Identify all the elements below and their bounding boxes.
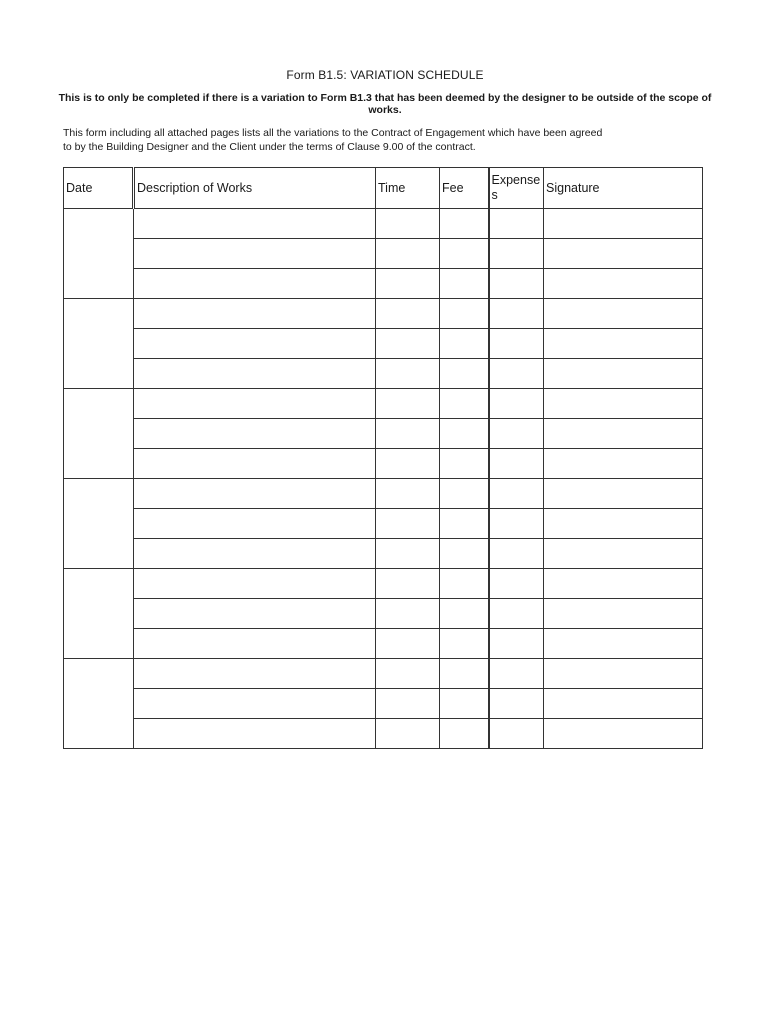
form-subtitle: This is to only be completed if there is a variation to Form B1.3 that has been deemed by the designer to be outside of the scope of works. <box>58 92 712 116</box>
signature-cell[interactable] <box>544 509 703 539</box>
signature-cell[interactable] <box>544 269 703 299</box>
signature-cell[interactable] <box>544 719 703 749</box>
expenses-cell[interactable] <box>489 599 544 629</box>
expenses-header <box>489 168 544 209</box>
time-cell[interactable] <box>376 689 440 719</box>
fee-cell[interactable] <box>440 599 489 629</box>
description-cell[interactable] <box>134 659 376 689</box>
description-cell[interactable] <box>134 719 376 749</box>
description-cell[interactable] <box>134 509 376 539</box>
intro-line-2: to by the Building Designer and the Client under the terms of Clause 9.00 of the contract. <box>63 141 476 153</box>
time-cell[interactable] <box>376 599 440 629</box>
expenses-cell[interactable] <box>489 329 544 359</box>
table-row <box>64 449 703 479</box>
description-cell[interactable] <box>134 269 376 299</box>
fee-cell[interactable] <box>440 299 489 329</box>
fee-cell[interactable] <box>440 269 489 299</box>
date-cell[interactable] <box>64 479 134 569</box>
expenses-cell[interactable] <box>489 449 544 479</box>
description-cell[interactable] <box>134 599 376 629</box>
intro-line-1: This form including all attached pages lists all the variations to the Contract of Engagement which have been agreed <box>63 127 603 139</box>
expenses-cell[interactable] <box>489 359 544 389</box>
table-row <box>64 719 703 749</box>
date-cell[interactable] <box>64 389 134 479</box>
description-cell[interactable] <box>134 479 376 509</box>
date-header: Date <box>64 168 134 209</box>
expenses-header-line-1: Expense <box>491 173 541 187</box>
signature-cell[interactable] <box>544 449 703 479</box>
description-cell[interactable] <box>134 239 376 269</box>
signature-cell[interactable] <box>544 659 703 689</box>
fee-cell[interactable] <box>440 239 489 269</box>
table-row <box>64 479 703 509</box>
expenses-cell[interactable] <box>489 209 544 239</box>
time-cell[interactable] <box>376 629 440 659</box>
time-cell[interactable] <box>376 659 440 689</box>
signature-cell[interactable] <box>544 329 703 359</box>
description-cell[interactable] <box>134 689 376 719</box>
description-cell[interactable] <box>134 629 376 659</box>
table-row <box>64 629 703 659</box>
signature-cell[interactable] <box>544 419 703 449</box>
expenses-cell[interactable] <box>489 419 544 449</box>
date-cell[interactable] <box>64 569 134 659</box>
table-row <box>64 539 703 569</box>
description-cell[interactable] <box>134 359 376 389</box>
description-cell[interactable] <box>134 419 376 449</box>
fee-cell[interactable] <box>440 479 489 509</box>
date-cell[interactable] <box>64 659 134 749</box>
table-header-row <box>64 168 703 209</box>
signature-cell[interactable] <box>544 599 703 629</box>
time-cell[interactable] <box>376 269 440 299</box>
table-row <box>64 689 703 719</box>
signature-cell[interactable] <box>544 299 703 329</box>
fee-cell[interactable] <box>440 329 489 359</box>
date-cell[interactable] <box>64 299 134 389</box>
time-cell[interactable] <box>376 539 440 569</box>
fee-header: Fee <box>440 168 489 209</box>
fee-cell[interactable] <box>440 359 489 389</box>
table-row <box>64 359 703 389</box>
schedule-body <box>64 209 703 749</box>
form-intro <box>63 126 703 154</box>
time-header: Time <box>376 168 440 209</box>
fee-cell[interactable] <box>440 719 489 749</box>
description-cell[interactable] <box>134 209 376 239</box>
table-row <box>64 329 703 359</box>
fee-cell[interactable] <box>440 389 489 419</box>
table-row <box>64 209 703 239</box>
signature-cell[interactable] <box>544 629 703 659</box>
description-cell[interactable] <box>134 329 376 359</box>
time-cell[interactable] <box>376 509 440 539</box>
signature-cell[interactable] <box>544 689 703 719</box>
table-row <box>64 269 703 299</box>
table-row <box>64 509 703 539</box>
time-cell[interactable] <box>376 569 440 599</box>
expenses-cell[interactable] <box>489 479 544 509</box>
table-row <box>64 599 703 629</box>
description-header: Description of Works <box>134 168 376 209</box>
fee-cell[interactable] <box>440 509 489 539</box>
time-cell[interactable] <box>376 419 440 449</box>
signature-cell[interactable] <box>544 359 703 389</box>
fee-cell[interactable] <box>440 659 489 689</box>
expenses-cell[interactable] <box>489 719 544 749</box>
fee-cell[interactable] <box>440 539 489 569</box>
table-row <box>64 659 703 689</box>
time-cell[interactable] <box>376 209 440 239</box>
fee-cell[interactable] <box>440 569 489 599</box>
fee-cell[interactable] <box>440 689 489 719</box>
fee-cell[interactable] <box>440 629 489 659</box>
signature-cell[interactable] <box>544 209 703 239</box>
time-cell[interactable] <box>376 389 440 419</box>
signature-cell[interactable] <box>544 389 703 419</box>
signature-header: Signature <box>544 168 703 209</box>
signature-cell[interactable] <box>544 479 703 509</box>
table-row <box>64 389 703 419</box>
expenses-cell[interactable] <box>489 269 544 299</box>
form-title: Form B1.5: VARIATION SCHEDULE <box>286 68 484 82</box>
table-row <box>64 239 703 269</box>
description-cell[interactable] <box>134 299 376 329</box>
table-row <box>64 569 703 599</box>
description-cell[interactable] <box>134 449 376 479</box>
expenses-cell[interactable] <box>489 509 544 539</box>
time-cell[interactable] <box>376 719 440 749</box>
expenses-cell[interactable] <box>489 299 544 329</box>
signature-cell[interactable] <box>544 539 703 569</box>
time-cell[interactable] <box>376 239 440 269</box>
expenses-cell[interactable] <box>489 689 544 719</box>
description-cell[interactable] <box>134 389 376 419</box>
time-cell[interactable] <box>376 479 440 509</box>
time-cell[interactable] <box>376 299 440 329</box>
table-row <box>64 419 703 449</box>
fee-cell[interactable] <box>440 419 489 449</box>
signature-cell[interactable] <box>544 239 703 269</box>
fee-cell[interactable] <box>440 449 489 479</box>
expenses-cell[interactable] <box>489 569 544 599</box>
expenses-cell[interactable] <box>489 389 544 419</box>
time-cell[interactable] <box>376 359 440 389</box>
time-cell[interactable] <box>376 329 440 359</box>
table-row <box>64 299 703 329</box>
date-cell[interactable] <box>64 209 134 299</box>
signature-cell[interactable] <box>544 569 703 599</box>
description-cell[interactable] <box>134 539 376 569</box>
expenses-cell[interactable] <box>489 659 544 689</box>
variation-schedule-table <box>63 167 703 749</box>
fee-cell[interactable] <box>440 209 489 239</box>
expenses-cell[interactable] <box>489 539 544 569</box>
expenses-header-line-2: s <box>491 188 498 202</box>
time-cell[interactable] <box>376 449 440 479</box>
description-cell[interactable] <box>134 569 376 599</box>
expenses-cell[interactable] <box>489 629 544 659</box>
expenses-cell[interactable] <box>489 239 544 269</box>
